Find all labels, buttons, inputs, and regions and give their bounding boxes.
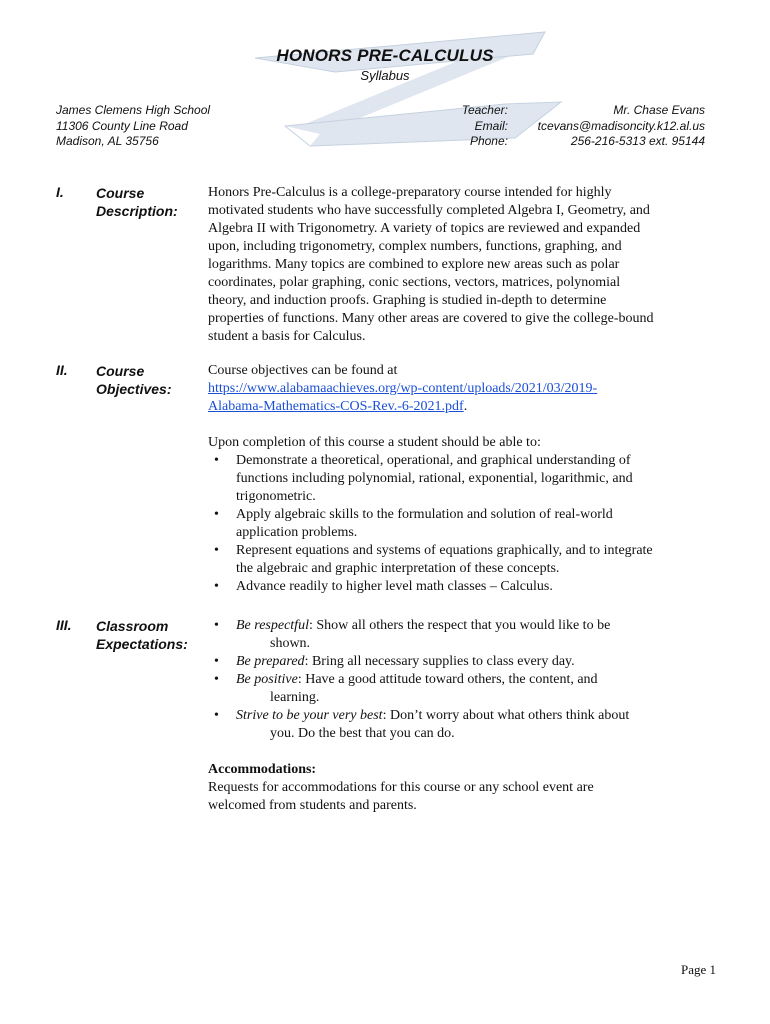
- section-3-number: III.: [56, 617, 72, 633]
- objectives-intro: Course objectives can be found at: [208, 363, 398, 378]
- phone-label: Phone:: [469, 134, 508, 148]
- objective-item: • Demonstrate a theoretical, operational, and graphical understanding of functions including polynomial, rational, exponential, logarithmic, and trigonometric.: [208, 452, 668, 506]
- course-description-text: Honors Pre-Calculus is a college-preparatory course intended for highly motivated students who have successfully completed Algebra I, Geometry, and Algebra II with Trigonometry. A variety of topics are reviewed and expanded upon, including trigonometry, complex numbers, functions, graphing, and logarithms. Many topics are combined to explore new areas such as polar coordinates, polar graphing, conic sections, vectors, matrices, polynomial theory, and induction proofs. Graphing is studied in-depth to determine properties of functions. Many other areas are covered to give the college-bound student a basis for Calculus.: [208, 185, 654, 344]
- expectation-label: Be prepared: [236, 654, 305, 669]
- document-subtitle: Syllabus: [360, 68, 410, 83]
- standards-link-line1: https://www.alabamaachieves.org/wp-content/uploads/2021/03/2019-: [208, 381, 598, 396]
- teacher-email[interactable]: tcevans@madisoncity.k12.al.us: [537, 118, 705, 133]
- section-2-heading: [96, 362, 206, 398]
- course-objectives: [208, 362, 668, 596]
- contact-values: [515, 103, 705, 150]
- expectation-text: : Don’t worry about what others think about: [382, 708, 630, 723]
- objective-item: • Apply algebraic skills to the formulation and solution of real-world application problems.: [208, 506, 668, 542]
- school-street: 11306 County Line Road: [56, 118, 188, 133]
- expectation-continuation: shown.: [270, 636, 311, 651]
- email-label: Email:: [474, 118, 508, 133]
- school-city: Madison, AL 35756: [56, 134, 159, 148]
- expectation-text: : Have a good attitude toward others, the content, and: [297, 672, 598, 687]
- section-3-heading-line1: Classroom: [96, 618, 169, 634]
- section-1-heading-line2: Description:: [96, 203, 178, 219]
- expectation-label: Strive to be your very best: [236, 708, 383, 723]
- expectations-list: [208, 617, 668, 743]
- school-address: [56, 103, 210, 150]
- section-1-number: I.: [56, 184, 64, 200]
- teacher-phone: 256-216-5313 ext. 95144: [570, 134, 705, 148]
- teacher-name: Mr. Chase Evans: [613, 103, 705, 117]
- standards-link-line2: Alabama-Mathematics-COS-Rev.-6-2021.pdf: [208, 399, 464, 414]
- objective-item: • Represent equations and systems of equations graphically, and to integrate the algebraic and graphic interpretation of these concepts.: [208, 542, 668, 578]
- expectation-item: [208, 617, 668, 653]
- expectation-item: [208, 707, 668, 743]
- section-1-heading-line1: Course: [96, 185, 145, 201]
- expectation-item: [208, 653, 668, 671]
- expectation-text: : Show all others the respect that you would like to be: [308, 618, 611, 633]
- accommodations-heading: Accommodations:: [208, 762, 317, 777]
- course-description: [208, 184, 660, 346]
- contact-labels: [400, 103, 508, 150]
- completion-intro: Upon completion of this course a student should be able to:: [208, 435, 541, 450]
- link-period: .: [463, 399, 468, 414]
- section-3-heading-line2: Expectations:: [96, 636, 188, 652]
- expectation-continuation: you. Do the best that you can do.: [270, 726, 455, 741]
- accommodations-text: Requests for accommodations for this course or any school event are welcomed from students and parents.: [208, 780, 594, 813]
- page-number: Page 1: [680, 962, 716, 977]
- expectation-label: Be positive: [236, 672, 298, 687]
- expectation-item: [208, 671, 668, 707]
- standards-link[interactable]: [208, 381, 597, 414]
- course-title: HONORS PRE-CALCULUS: [276, 46, 494, 65]
- expectation-label: Be respectful: [236, 618, 309, 633]
- teacher-label: Teacher:: [461, 103, 508, 117]
- expectation-text: : Bring all necessary supplies to class every day.: [304, 654, 575, 669]
- section-2-heading-line2: Objectives:: [96, 381, 172, 397]
- objectives-link-paragraph: [208, 380, 668, 416]
- objective-item: • Advance readily to higher level math classes – Calculus.: [208, 578, 668, 596]
- section-3-heading: [96, 617, 206, 653]
- section-2-heading-line1: Course: [96, 363, 145, 379]
- section-1-heading: [96, 184, 206, 220]
- expectation-continuation: learning.: [270, 690, 320, 705]
- classroom-expectations: [208, 617, 668, 815]
- section-2-number: II.: [56, 362, 68, 378]
- school-name: James Clemens High School: [56, 103, 211, 117]
- objectives-list: [208, 452, 668, 596]
